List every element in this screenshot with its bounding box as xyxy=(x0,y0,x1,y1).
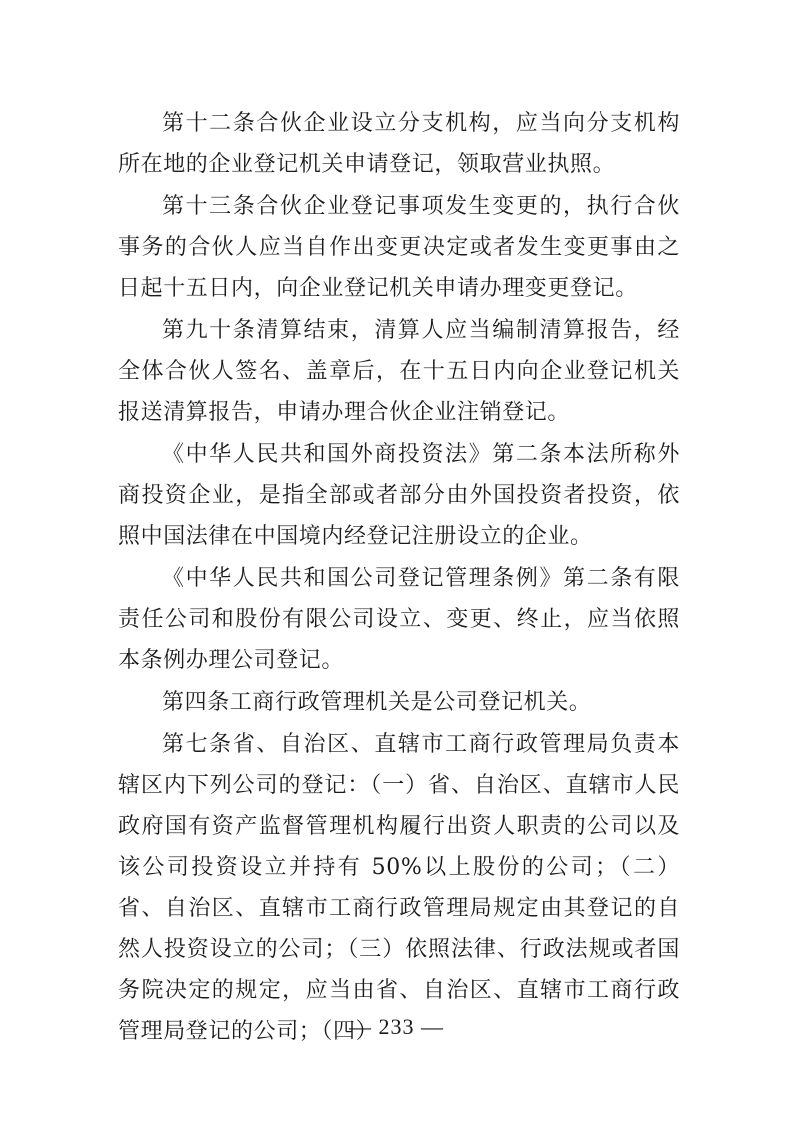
paragraph-article-7: 第七条省、自治区、直辖市工商行政管理局负责本辖区内下列公司的登记：（一）省、自治区、直辖市人民政府国有资产监督管理机构履行出资人职责的公司以及该公司投资设立并持有 50%以上股份的公司；（二）省、自治区、直辖市工商行政管理局规定由其登记的自然人投资设立的公司；（三）依照法律、行政法规或者国务院决定的规定，应当由省、自治区、直辖市工商行政管理局登记的公司；（四） xyxy=(118,732,680,1044)
paragraph-article-13: 第十三条合伙企业登记事项发生变更的，执行合伙事务的合伙人应当自作出变更决定或者发生变更事由之日起十五日内，向企业登记机关申请办理变更登记。 xyxy=(118,194,680,301)
paragraph-article-90: 第九十条清算结束，清算人应当编制清算报告，经全体合伙人签名、盖章后，在十五日内向企业登记机关报送清算报告，申请办理合伙企业注销登记。 xyxy=(118,318,680,425)
paragraph-article-12: 第十二条合伙企业设立分支机构，应当向分支机构所在地的企业登记机关申请登记，领取营业执照。 xyxy=(118,111,680,177)
paragraph-foreign-investment-law: 《中华人民共和国外商投资法》第二条本法所称外商投资企业，是指全部或者部分由外国投资者投资，依照中国法律在中国境内经登记注册设立的企业。 xyxy=(118,442,680,549)
paragraph-article-4: 第四条工商行政管理机关是公司登记机关。 xyxy=(162,690,592,715)
paragraph-company-registration-regulation: 《中华人民共和国公司登记管理条例》第二条有限责任公司和股份有限公司设立、变更、终止，应当依照本条例办理公司登记。 xyxy=(118,566,680,673)
page-number: — 233 — xyxy=(349,1014,444,1039)
document-body xyxy=(118,103,680,1053)
